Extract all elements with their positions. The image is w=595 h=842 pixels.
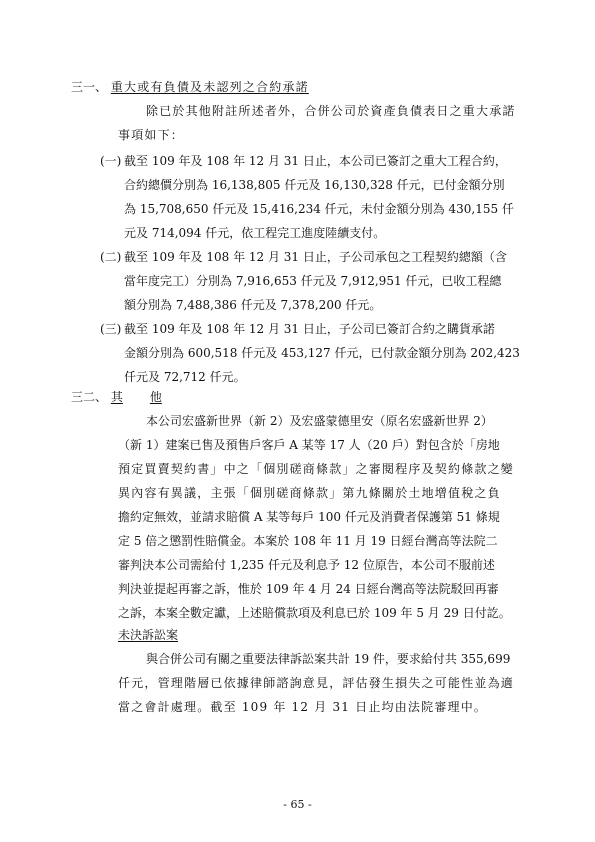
item-label: (三) <box>100 322 122 336</box>
section-32-number: 三二、 <box>71 390 108 404</box>
paragraph-line: 擔約定無效，並請求賠償 A 某等每戶 100 仟元及消費者保護第 51 條規 <box>118 510 500 524</box>
paragraph-line: 仟元，管理階層已依據律師諮詢意見，評估發生損失之可能性並為適 <box>118 676 515 690</box>
paragraph-line: 之訴，本案全數定讞，上述賠償款項及利息已於 109 年 5 月 29 日付訖。 <box>118 606 511 620</box>
paragraph-line: 預定買賣契約書」中之「個別磋商條款」之審閱程序及契約條款之變 <box>118 462 515 476</box>
paragraph-line: 定 5 倍之懲罰性賠償金。本案於 108 年 11 月 19 日經台灣高等法院二 <box>118 534 498 548</box>
item-text-line: 金額分別為 600,518 仟元及 453,127 仟元，已付款金額分別為 202,423 <box>124 346 520 360</box>
item-text-line: 當年度完工）分別為 7,916,653 仟元及 7,912,951 仟元，已收工程總 <box>124 274 502 288</box>
item-text-line: 截至 109 年及 108 年 12 月 31 日止，子公司已簽訂合約之購貨承諾 <box>124 322 495 336</box>
section-31-intro-line: 事項如下： <box>118 128 185 142</box>
paragraph-line: 本公司宏盛新世界（新 2）及宏盛蒙德里安（原名宏盛新世界 2） <box>146 414 493 428</box>
paragraph-line: （新 1）建案已售及預售戶客戶 A 某等 17 人（20 戶）對包含於「房地 <box>118 438 500 452</box>
item-text-line: 額分別為 7,488,386 仟元及 7,378,200 仟元。 <box>124 298 382 312</box>
paragraph-line: 與合併公司有關之重要法律訴訟案共計 19 件，要求給付共 355,699 <box>146 652 511 666</box>
section-31-number: 三一、 <box>71 80 108 94</box>
item-label: (二) <box>100 250 122 264</box>
paragraph-line: 判決並提起再審之訴，惟於 109 年 4 月 24 日經台灣高等法院駁回再審 <box>118 582 499 596</box>
section-31-title: 重大或有負債及未認列之合約承諾 <box>110 80 309 94</box>
item-text-line: 為 15,708,650 仟元及 15,416,234 仟元，未付金額分別為 430,155 仟 <box>124 202 514 216</box>
page-number: - 65 - <box>283 798 312 811</box>
item-text-line: 截至 109 年及 108 年 12 月 31 日止，本公司已簽訂之重大工程合約， <box>124 154 507 168</box>
paragraph-line: 審判決本公司需給付 1,235 仟元及利息予 12 位原告，本公司不服前述 <box>118 558 495 572</box>
section-31-heading <box>71 80 309 94</box>
item-text-line: 元及 714,094 仟元，依工程完工進度陸續支付。 <box>124 226 386 240</box>
pending-litigation-subheading: 未決訴訟案 <box>118 628 179 642</box>
section-32-heading <box>71 390 162 404</box>
item-text-line: 截至 109 年及 108 年 12 月 31 日止，子公司承包之工程契約總額（含 <box>124 250 507 264</box>
item-text-line: 仟元及 72,712 仟元。 <box>124 370 246 384</box>
item-text-line: 合約總價分別為 16,138,805 仟元及 16,130,328 仟元，已付金額分別 <box>124 178 505 192</box>
section-32-title: 其 他 <box>110 390 162 404</box>
section-31-intro-line: 除已於其他附註所述者外，合併公司於資產負債表日之重大承諾 <box>146 104 516 118</box>
paragraph-line: 當之會計處理。截至 109 年 12 月 31 日止均由法院審理中。 <box>118 700 488 714</box>
item-label: (一) <box>100 154 122 168</box>
paragraph-line: 異內容有異議，主張「個別磋商條款」第九條關於土地增值稅之負 <box>118 486 501 500</box>
